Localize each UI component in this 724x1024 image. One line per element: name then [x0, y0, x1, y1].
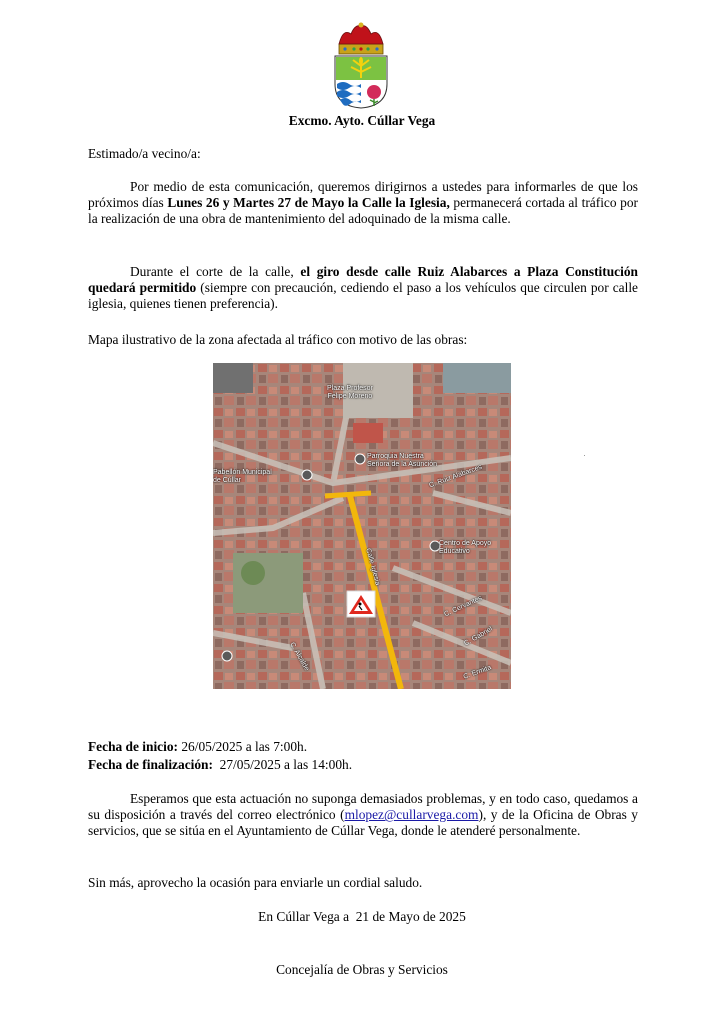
- closing-line: Sin más, aprovecho la ocasión para enviarle un cordial saludo.: [88, 875, 423, 890]
- start-date-value: 26/05/2025 a las 7:00h.: [178, 739, 308, 754]
- closure-dates: Lunes 26 y Martes 27 de Mayo la Calle la Iglesia,: [167, 195, 450, 211]
- end-date-line: [88, 757, 638, 773]
- paragraph-contact-text-end: ), y de la Oficina de Obras y servicios, que se sitúa en el Ayuntamiento de Cúllar Vega, donde le atenderé personalmente.: [88, 807, 638, 839]
- map-caption: Mapa ilustrativo de la zona afectada al tráfico con motivo de las obras:: [88, 332, 468, 347]
- map-label-ruiz: C. Ruiz Alabarces: [428, 463, 483, 490]
- paragraph-contact-text: Esperamos que esta actuación no suponga demasiados problemas, y en todo caso, quedamos a su disposición a través del correo electrónico (: [88, 791, 638, 823]
- map-label-caballa: C. Gabriel: [463, 625, 494, 648]
- map-label-plaza: Plaza Profesor Felipe Moreno: [327, 385, 373, 400]
- map-label-cervantes: C. Cervantes: [443, 594, 484, 619]
- start-date-label: Fecha de inicio:: [88, 739, 179, 754]
- end-date-value: 27/05/2025 a las 14:00h.: [212, 757, 353, 772]
- start-date-line: [88, 739, 638, 755]
- paragraph-announcement-text: Por medio de esta comunicación, queremos dirigirnos a ustedes para informarles de que los próximos días: [88, 179, 638, 211]
- greeting: Estimado/a vecino/a:: [88, 146, 201, 161]
- map-label-centro: Centro de Apoyo Educativo: [439, 540, 492, 555]
- paragraph-announcement-text-end: permanecerá cortada al tráfico por la realización de una obra de mantenimiento del adoquinado de la misma calle.: [88, 195, 638, 227]
- map-label-alcalde: C. Alcalde: [288, 641, 311, 673]
- signature: Concejalía de Obras y Servicios: [276, 962, 448, 977]
- paragraph-turn-text-end: (siempre con precaución, cediendo el paso a los vehículos que circulen por calle iglesia, quienes tienen preferencia).: [88, 280, 639, 312]
- permitted-turn: el giro desde calle Ruiz Alabarces a Plaza Constitución quedará permitido: [88, 264, 638, 296]
- map-label-pabellon: Pabellón Municipal de Cúllar: [213, 469, 272, 484]
- organization-name: Excmo. Ayto. Cúllar Vega: [288, 113, 436, 128]
- paragraph-turn-permitted: [88, 264, 638, 313]
- date-line: En Cúllar Vega a 21 de Mayo de 2025: [258, 909, 466, 924]
- paragraph-turn-text: Durante el corte de la calle,: [130, 264, 301, 279]
- map-label-parroquia: Parroquia Nuestra Señora de la Asunción: [367, 453, 438, 468]
- affected-area-map: [213, 363, 511, 689]
- coat-of-arms-logo: [331, 22, 391, 110]
- email-link[interactable]: mlopez@cullarvega.com: [344, 807, 479, 823]
- stray-dot: [584, 455, 585, 456]
- map-label-iglesia: Calle Iglesia: [364, 547, 381, 587]
- map-label-ermita: C. Ermita: [462, 664, 493, 681]
- end-date-label: Fecha de finalización:: [88, 757, 213, 772]
- paragraph-announcement: [88, 179, 638, 228]
- paragraph-contact: [88, 791, 638, 840]
